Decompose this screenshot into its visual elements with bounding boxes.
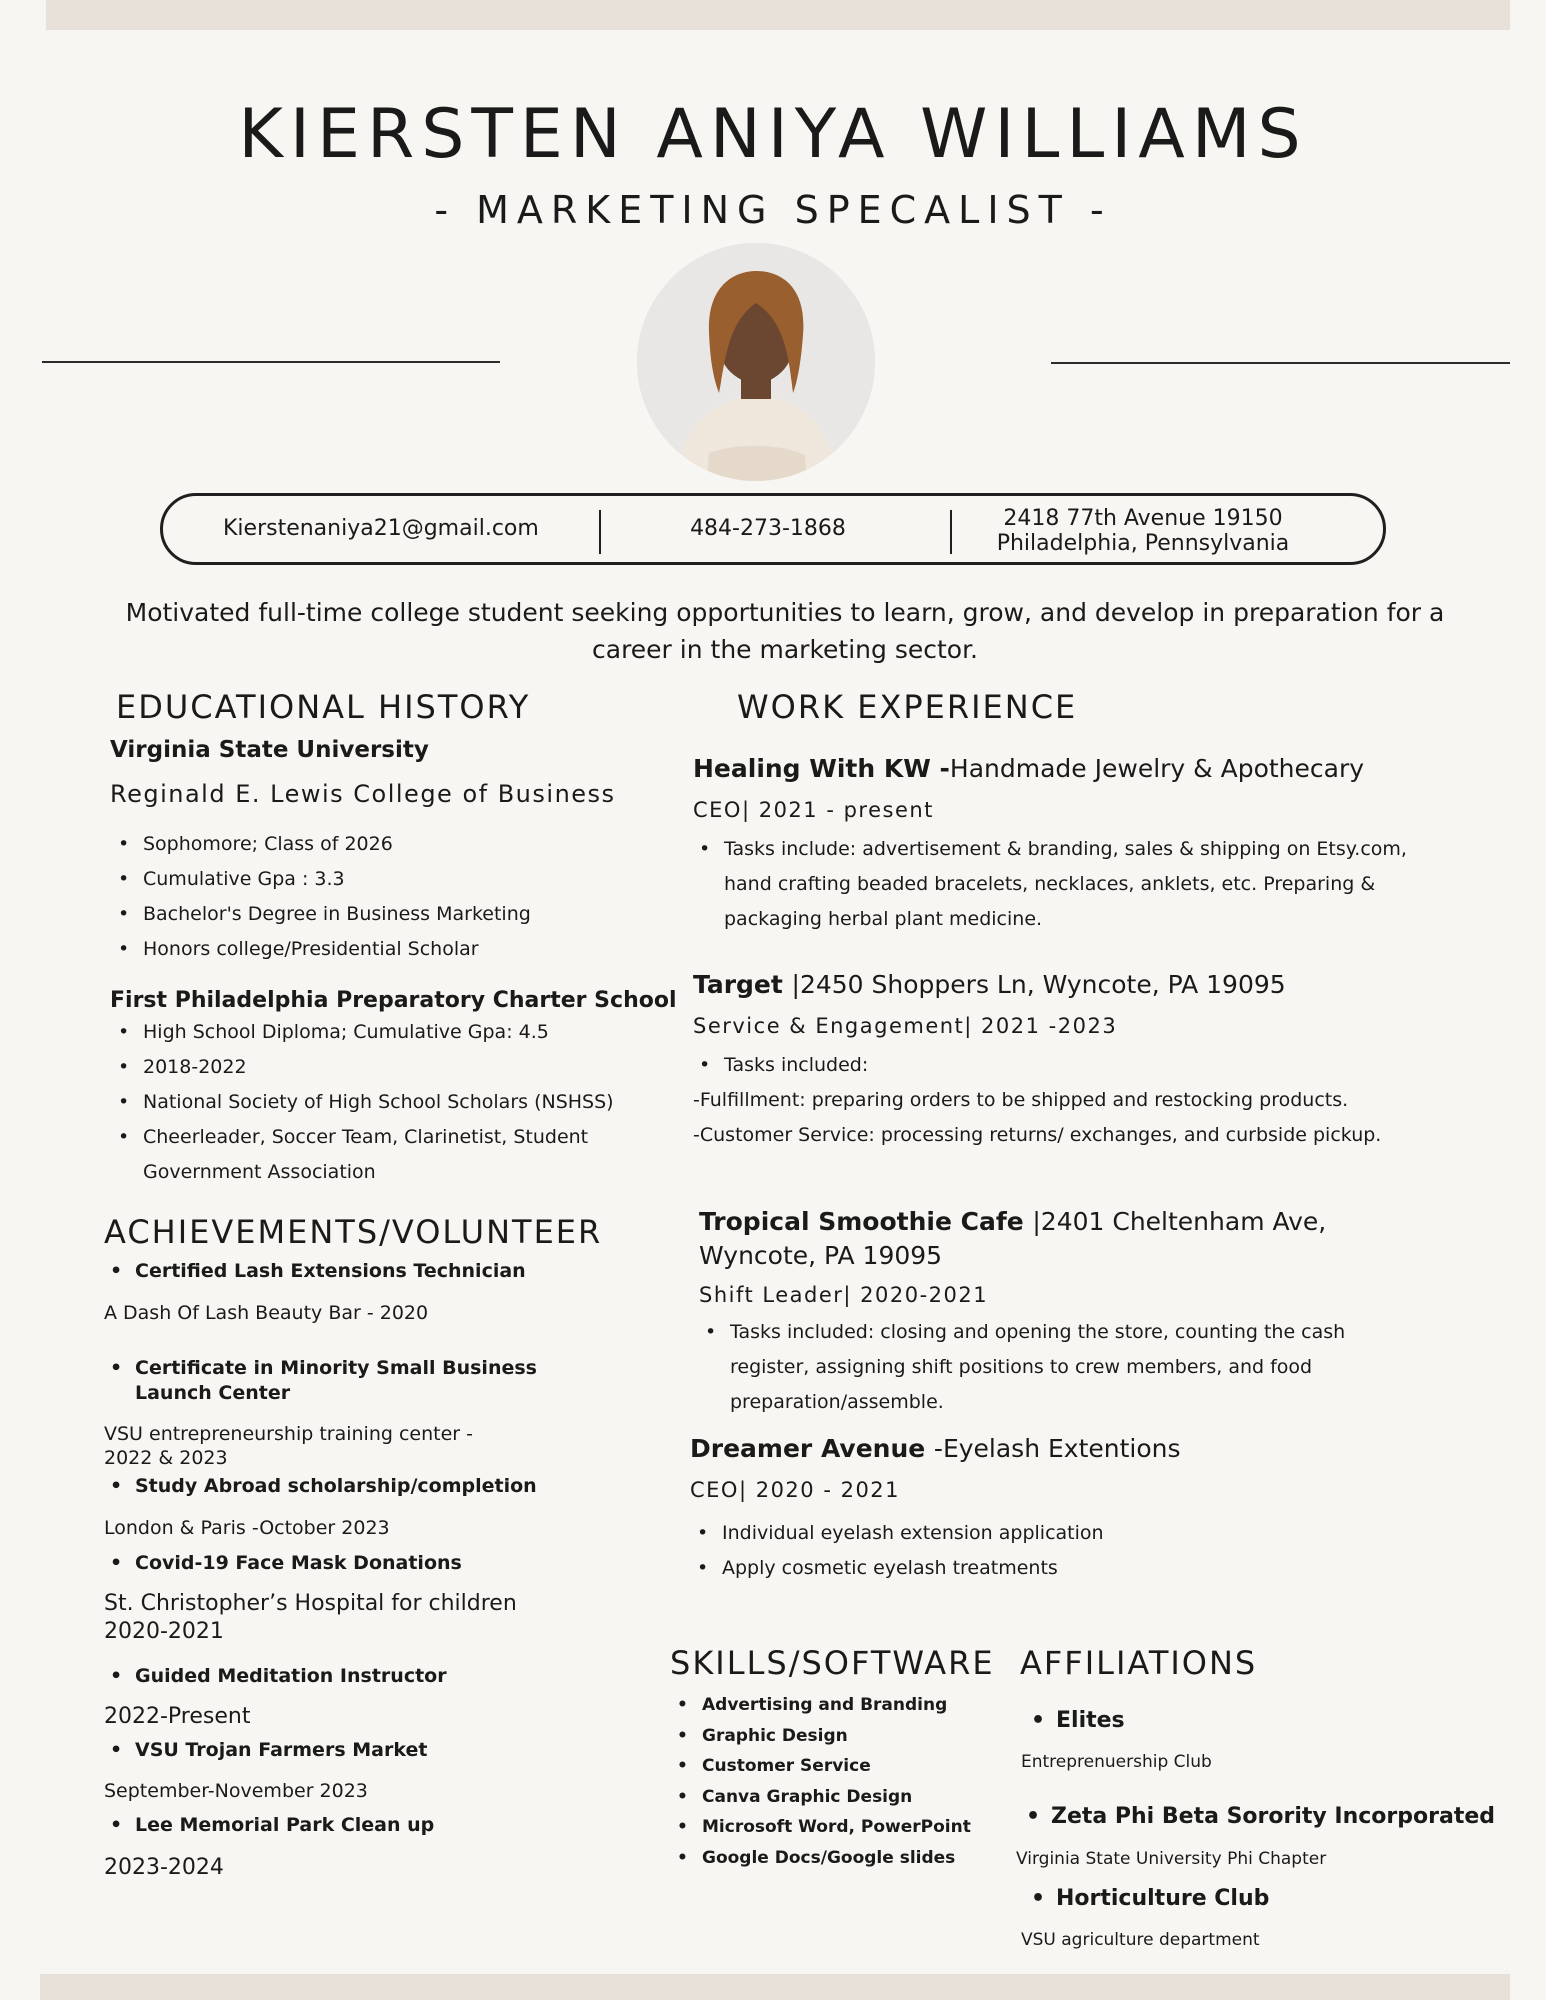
job-role: Shift Leader| 2020-2021 [699, 1283, 989, 1307]
contact-address [958, 506, 1328, 556]
achievements-heading: ACHIEVEMENTS/VOLUNTEER [104, 1213, 603, 1251]
job-title-line [693, 970, 1286, 999]
achievement-item [104, 1551, 554, 1576]
list-item: • Canva Graphic Design [671, 1782, 1011, 1813]
affiliation-name: • Zeta Phi Beta Sorority Incorporated [1020, 1804, 1520, 1829]
job-title: - MARKETING SPECALIST - [434, 188, 1112, 232]
college-name: Reginald E. Lewis College of Business [110, 780, 616, 808]
contact-phone[interactable]: 484-273-1868 [690, 516, 846, 541]
list-item: • Tasks included: [693, 1048, 1413, 1083]
achievement-detail: A Dash Of Lash Beauty Bar - 2020 [104, 1302, 429, 1324]
list-item: • Apply cosmetic eyelash treatments [691, 1551, 1411, 1586]
affiliation-item [1025, 1708, 1505, 1733]
bottom-band [40, 1974, 1510, 2000]
job-title-line [693, 754, 1364, 783]
achievement-detail: London & Paris -October 2023 [104, 1517, 390, 1539]
employer-detail: Handmade Jewelry & Apothecary [949, 754, 1365, 783]
achievement-detail: VSU entrepreneurship training center - 2022 & 2023 [104, 1423, 473, 1469]
job-title-line [699, 1205, 1419, 1273]
job-tasks [693, 1048, 1413, 1083]
list-item: • Honors college/Presidential Scholar [112, 932, 632, 967]
employer-name: Dreamer Avenue [690, 1434, 934, 1463]
list-item: • Microsoft Word, PowerPoint [671, 1812, 1011, 1843]
achievement-title: • Study Abroad scholarship/completion [104, 1474, 554, 1499]
list-item: • Customer Service [671, 1751, 1011, 1782]
achievement-title: • Guided Meditation Instructor [104, 1664, 554, 1689]
contact-email[interactable]: Kierstenaniya21@gmail.com [223, 516, 539, 541]
job-tasks [693, 832, 1423, 937]
affiliations-heading: AFFILIATIONS [1020, 1644, 1258, 1682]
achievement-detail: September-November 2023 [104, 1780, 368, 1802]
list-item: • High School Diploma; Cumulative Gpa: 4.5 [112, 1015, 652, 1050]
achievement-item [104, 1259, 554, 1284]
achievement-title: • VSU Trojan Farmers Market [104, 1738, 554, 1763]
list-item: • Bachelor's Degree in Business Marketing [112, 897, 632, 932]
list-item: • National Society of High School Scholars (NSHSS) [112, 1085, 652, 1120]
skills-heading: SKILLS/SOFTWARE [670, 1644, 995, 1682]
list-item: • Cumulative Gpa : 3.3 [112, 862, 632, 897]
employer-name: Tropical Smoothie Cafe [699, 1207, 1033, 1236]
education-list [112, 827, 632, 967]
achievement-item [104, 1474, 554, 1499]
job-role: Service & Engagement| 2021 -2023 [693, 1014, 1118, 1038]
school-name: First Philadelphia Preparatory Charter School [110, 988, 677, 1013]
school-name: Virginia State University [110, 737, 429, 763]
employer-name: Target [693, 970, 792, 999]
list-item: • Cheerleader, Soccer Team, Clarinetist, Student Government Association [112, 1120, 643, 1190]
affiliation-detail: Virginia State University Phi Chapter [1016, 1849, 1327, 1869]
affiliation-name: • Elites [1025, 1708, 1505, 1733]
list-item: • Advertising and Branding [671, 1690, 1011, 1721]
achievement-title: • Certificate in Minority Small Business Launch Center [104, 1356, 544, 1406]
achievement-title: • Covid-19 Face Mask Donations [104, 1551, 554, 1576]
job-title-line [690, 1434, 1181, 1463]
job-task-line: -Fulfillment: preparing orders to be shipped and restocking products. [693, 1089, 1349, 1111]
list-item: • Individual eyelash extension application [691, 1516, 1411, 1551]
divider-left [42, 361, 500, 363]
address-line-1: 2418 77th Avenue 19150 [1003, 506, 1283, 531]
job-task-line: -Customer Service: processing returns/ exchanges, and curbside pickup. [693, 1124, 1382, 1146]
list-item: • Graphic Design [671, 1721, 1011, 1752]
top-band [46, 0, 1510, 30]
achievement-detail: 2022-Present [104, 1704, 251, 1729]
employer-detail: |2401 Cheltenham Ave, Wyncote, PA 19095 [699, 1207, 1327, 1270]
affiliation-item [1020, 1804, 1520, 1829]
education-heading: EDUCATIONAL HISTORY [116, 688, 531, 726]
job-tasks [691, 1516, 1411, 1586]
skills-list [671, 1690, 1011, 1873]
divider-right [1051, 362, 1510, 364]
achievement-item [104, 1813, 554, 1838]
affiliation-detail: Entreprenuership Club [1021, 1752, 1212, 1772]
affiliation-detail: VSU agriculture department [1021, 1930, 1260, 1950]
job-role: CEO| 2020 - 2021 [690, 1478, 901, 1502]
employer-name: Healing With KW - [693, 754, 950, 783]
objective-summary: Motivated full-time college student seeking opportunities to learn, grow, and develop in preparation for a career in the marketing sector. [125, 598, 1445, 664]
achievement-title: • Certified Lash Extensions Technician [104, 1259, 554, 1284]
list-item: • Tasks included: closing and opening the store, counting the cash register, assigning shift positions to crew members, and food preparation/assemble. [699, 1315, 1379, 1420]
list-item: • Tasks include: advertisement & branding, sales & shipping on Etsy.com, hand crafting beaded bracelets, necklaces, anklets, etc. Preparing & packaging herbal plant medicine. [693, 832, 1423, 937]
candidate-name: KIERSTEN ANIYA WILLIAMS [238, 95, 1308, 174]
job-tasks [699, 1315, 1379, 1420]
achievement-item [104, 1738, 554, 1763]
contact-divider [599, 510, 601, 554]
address-line-2: Philadelphia, Pennsylvania [996, 531, 1290, 556]
list-item: • Sophomore; Class of 2026 [112, 827, 632, 862]
employer-detail: |2450 Shoppers Ln, Wyncote, PA 19095 [791, 970, 1286, 999]
work-heading: WORK EXPERIENCE [737, 688, 1078, 726]
affiliation-name: • Horticulture Club [1025, 1886, 1505, 1911]
list-item: • 2018-2022 [112, 1050, 652, 1085]
job-role: CEO| 2021 - present [693, 798, 934, 822]
list-item: • Google Docs/Google slides [671, 1843, 1011, 1874]
education-list [112, 1015, 652, 1190]
achievement-detail: St. Christopher’s Hospital for children 2020-2021 [104, 1591, 517, 1644]
affiliation-item [1025, 1886, 1505, 1911]
contact-bar [160, 493, 1386, 565]
profile-photo [637, 243, 875, 481]
achievement-title: • Lee Memorial Park Clean up [104, 1813, 554, 1838]
achievement-detail: 2023-2024 [104, 1855, 224, 1880]
contact-divider [950, 510, 952, 554]
achievement-item [104, 1664, 554, 1689]
employer-detail: -Eyelash Extentions [933, 1434, 1181, 1463]
achievement-item [104, 1356, 544, 1406]
